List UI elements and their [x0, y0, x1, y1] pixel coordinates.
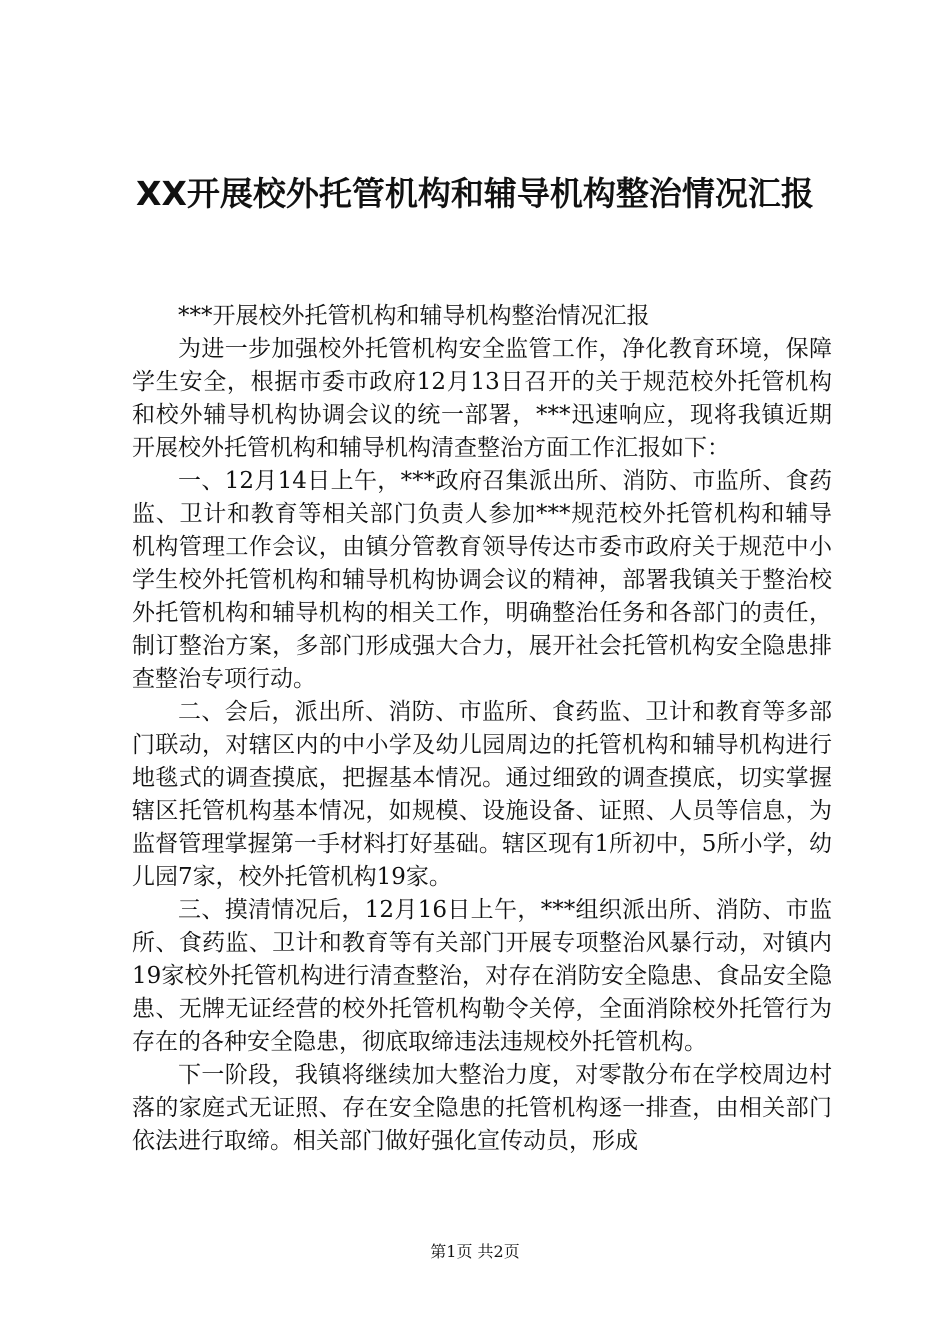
document-title: XX开展校外托管机构和辅导机构整治情况汇报	[136, 174, 814, 213]
paragraph-three: 三、摸清情况后，12月16日上午，***组织派出所、消防、市监所、食药监、卫计和教育等有关部门开展专项整治风暴行动，对镇内19家校外托管机构进行清查整治，对存在消防安全隐患、食品安全隐患、无牌无证经营的校外托管机构勒令关停，全面消除校外托管行为存在的各种安全隐患，彻底取缔违法违规校外托管机构。	[132, 897, 832, 1055]
paragraph-one: 一、12月14日上午，***政府召集派出所、消防、市监所、食药监、卫计和教育等相关部门负责人参加***规范校外托管机构和辅导机构管理工作会议，由镇分管教育领导传达市委市政府关于规范中小学生校外托管机构和辅导机构协调会议的精神，部署我镇关于整治校外托管机构和辅导机构的相关工作，明确整治任务和各部门的责任，制订整治方案，多部门形成强大合力，展开社会托管机构安全隐患排查整治专项行动。	[132, 468, 832, 692]
paragraph-subtitle: ***开展校外托管机构和辅导机构整治情况汇报	[178, 303, 650, 329]
paragraph-next-stage: 下一阶段，我镇将继续加大整治力度，对零散分布在学校周边村落的家庭式无证照、存在安全隐患的托管机构逐一排查，由相关部门依法进行取缔。相关部门做好强化宣传动员，形成	[132, 1062, 832, 1154]
paragraph-two: 二、会后，派出所、消防、市监所、食药监、卫计和教育等多部门联动，对辖区内的中小学及幼儿园周边的托管机构和辅导机构进行地毯式的调查摸底，把握基本情况。通过细致的调查摸底，切实掌握辖区托管机构基本情况，如规模、设施设备、证照、人员等信息，为监督管理掌握第一手材料打好基础。辖区现有1所初中，5所小学，幼儿园7家，校外托管机构19家。	[132, 699, 832, 890]
paragraph-intro: 为进一步加强校外托管机构安全监管工作，净化教育环境，保障学生安全，根据市委市政府12月13日召开的关于规范校外托管机构和校外辅导机构协调会议的统一部署，***迅速响应，现将我镇近期开展校外托管机构和辅导机构清查整治方面工作汇报如下：	[132, 336, 832, 461]
page-footer: 第1页 共2页	[430, 1242, 520, 1261]
document-body	[132, 300, 832, 1158]
